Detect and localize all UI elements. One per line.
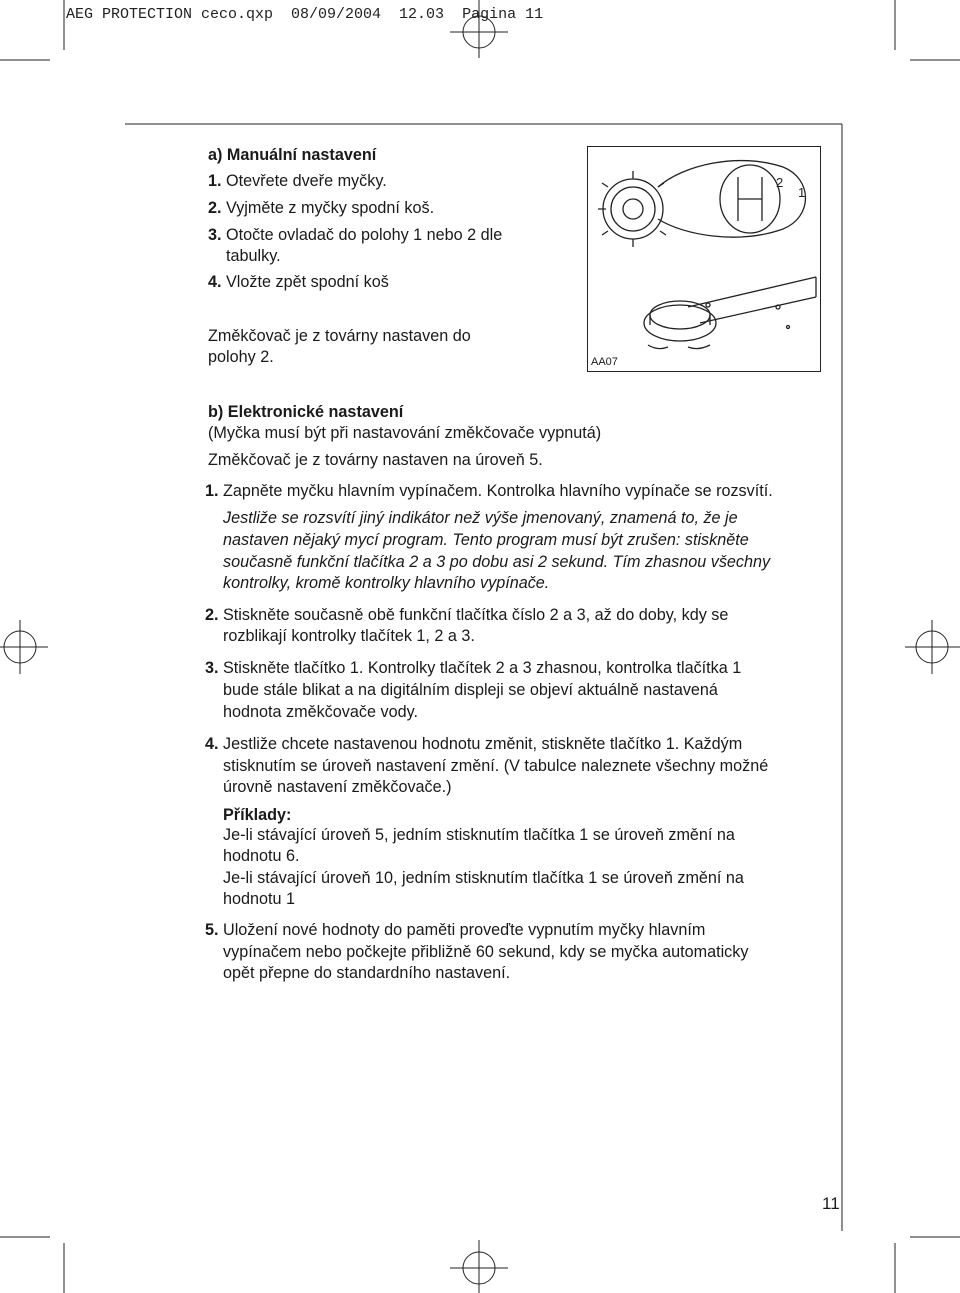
section-a-step: 4. Vložte zpět spodní koš bbox=[208, 273, 389, 291]
section-a-step: 1. Otevřete dveře myčky. bbox=[208, 172, 387, 190]
step-3-cont: bude stále blikat a na digitálním displeji se objeví aktuálně nastavená bbox=[223, 681, 718, 699]
section-b-note: Změkčovač je z továrny nastaven na úroveň 5. bbox=[208, 451, 543, 469]
step-1-italic: nastaven nějaký mycí program. Tento program musí být zrušen: stiskněte bbox=[223, 531, 749, 549]
step-4-cont: úrovně nastavení změkčovače.) bbox=[223, 778, 452, 796]
section-a-note: polohy 2. bbox=[208, 348, 274, 366]
step-5-cont: opět přepne do standardního nastavení. bbox=[223, 964, 511, 982]
example-line: hodnotu 1 bbox=[223, 890, 296, 908]
section-a-step: 2. Vyjměte z myčky spodní koš. bbox=[208, 199, 435, 217]
example-line: hodnotu 6. bbox=[223, 847, 300, 865]
example-line: Je-li stávající úroveň 5, jedním stisknutím tlačítka 1 se úroveň změní na bbox=[223, 826, 735, 844]
page-number: 11 bbox=[822, 1194, 840, 1213]
step-1-italic: současně funkční tlačítka 2 a 3 po dobu asi 2 sekund. Tím zhasnou všechny bbox=[223, 553, 771, 571]
step-1-italic: Jestliže se rozsvítí jiný indikátor než výše jmenovaný, znamená to, že je bbox=[223, 509, 738, 527]
dial-number-1: 1 bbox=[798, 185, 806, 200]
section-b-subtitle: (Myčka musí být při nastavování změkčovače vypnutá) bbox=[208, 424, 602, 442]
step-4: 4. Jestliže chcete nastavenou hodnotu změnit, stiskněte tlačítko 1. Každým bbox=[205, 735, 743, 753]
step-1: 1. Zapněte myčku hlavním vypínačem. Kontrolka hlavního vypínače se rozsvítí. bbox=[205, 482, 773, 500]
step-1-italic: kontrolky, kromě kontrolky hlavního vypínače. bbox=[223, 574, 550, 592]
dial-illustration bbox=[588, 147, 820, 371]
step-3-cont: hodnota změkčovače vody. bbox=[223, 703, 418, 721]
step-5-cont: vypínačem nebo počkejte přibližně 60 sekund, kdy se myčka automaticky bbox=[223, 943, 749, 961]
dial-number-2: 2 bbox=[776, 175, 784, 190]
step-5: 5. Uložení nové hodnoty do paměti proveďte vypnutím myčky hlavním bbox=[205, 921, 706, 939]
section-a-step-cont: tabulky. bbox=[226, 247, 281, 265]
figure-label: AA07 bbox=[591, 356, 618, 368]
examples-title: Příklady: bbox=[223, 806, 292, 824]
step-2: 2. Stiskněte současně obě funkční tlačítka číslo 2 a 3, až do doby, kdy se bbox=[205, 606, 729, 624]
step-4-cont: stisknutím se úroveň nastavení změní. (V tabulce naleznete všechny možné bbox=[223, 757, 769, 775]
section-a-title: a) Manuální nastavení bbox=[208, 146, 377, 164]
step-2-cont: rozblikají kontrolky tlačítek 1, 2 a 3. bbox=[223, 627, 475, 645]
section-a-step: 3. Otočte ovladač do polohy 1 nebo 2 dle bbox=[208, 226, 503, 244]
softener-dial-figure bbox=[587, 146, 821, 372]
step-3: 3. Stiskněte tlačítko 1. Kontrolky tlačítek 2 a 3 zhasnou, kontrolka tlačítka 1 bbox=[205, 659, 742, 677]
section-a-note: Změkčovač je z továrny nastaven do bbox=[208, 327, 471, 345]
file-header: AEG PROTECTION ceco.qxp 08/09/2004 12.03 Pagina 11 bbox=[66, 6, 544, 23]
example-line: Je-li stávající úroveň 10, jedním stisknutím tlačítka 1 se úroveň změní na bbox=[223, 869, 744, 887]
section-b-title: b) Elektronické nastavení bbox=[208, 403, 404, 421]
